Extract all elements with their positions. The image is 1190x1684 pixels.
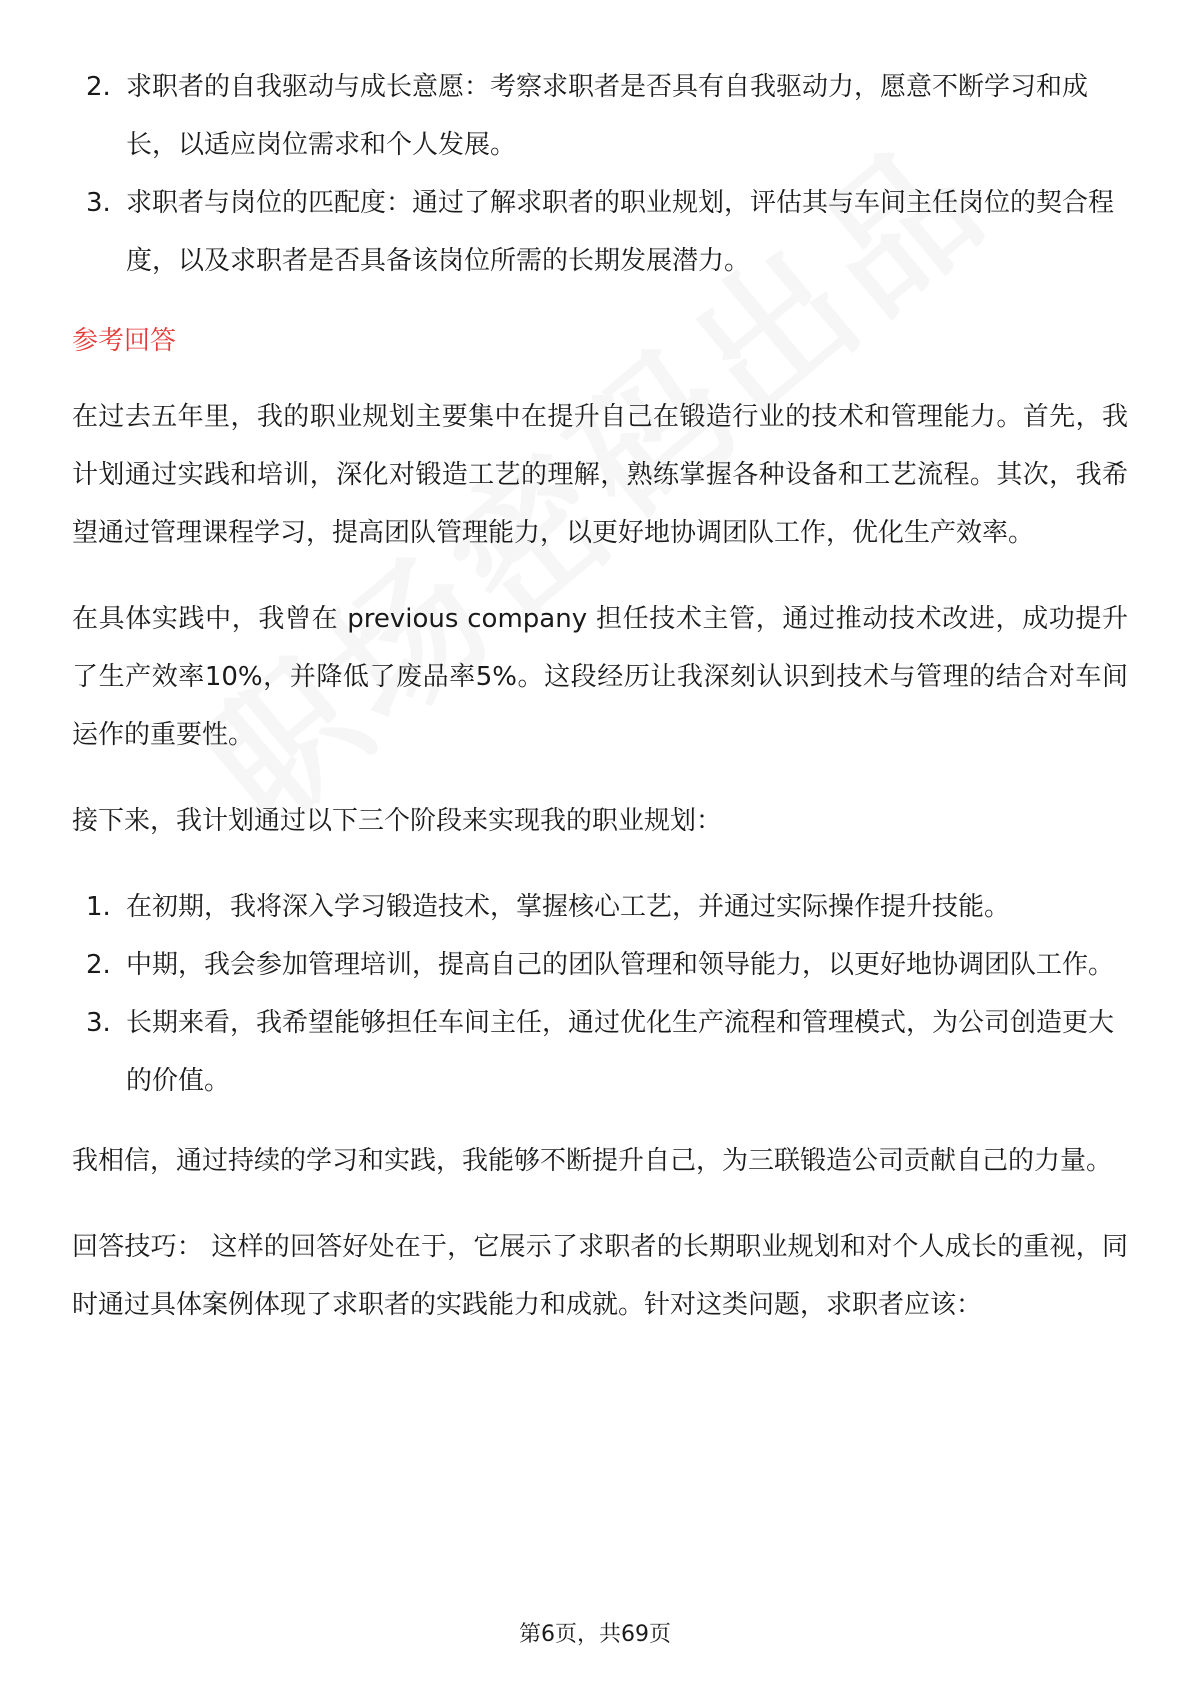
list-item [72, 878, 1128, 936]
list-item-text: 在初期，我将深入学习锻造技术，掌握核心工艺，并通过实际操作提升技能。 [126, 892, 1011, 922]
list-item-text: 求职者的自我驱动与成长意愿：考察求职者是否具有自我驱动力，愿意不断学习和成长，以适应岗位需求和个人发展。 [126, 72, 1089, 160]
paragraph: 在过去五年里，我的职业规划主要集中在提升自己在锻造行业的技术和管理能力。首先，我计划通过实践和培训，深化对锻造工艺的理解，熟练掌握各种设备和工艺流程。其次，我希望通过管理课程学习，提高团队管理能力，以更好地协调团队工作，优化生产效率。 [72, 402, 1128, 548]
paragraph: 在具体实践中，我曾在 previous company 担任技术主管，通过推动技术改进，成功提升了生产效率10%，并降低了废品率5%。这段经历让我深刻认识到技术与管理的结合对车间运作的重要性。 [72, 604, 1128, 750]
page-content [72, 58, 1128, 1362]
section-title-reference-answer: 参考回答 [72, 326, 177, 356]
list-item-number: 1. [86, 892, 111, 922]
list-item-text: 中期，我会参加管理培训，提高自己的团队管理和领导能力，以更好地协调团队工作。 [126, 950, 1115, 980]
paragraph: 我相信，通过持续的学习和实践，我能够不断提升自己，为三联锻造公司贡献自己的力量。 [72, 1146, 1113, 1176]
list-item [72, 174, 1128, 290]
list-item [72, 994, 1128, 1110]
evaluation-points-list [72, 58, 1128, 290]
page-number-footer: 第6页，共69页 [519, 1622, 671, 1647]
list-item-number: 2. [86, 72, 111, 102]
list-item [72, 936, 1128, 994]
list-item-number: 3. [86, 1008, 111, 1038]
list-item [72, 58, 1128, 174]
list-item-text: 长期来看，我希望能够担任车间主任，通过优化生产流程和管理模式，为公司创造更大的价值。 [126, 1008, 1115, 1096]
stages-list [72, 878, 1128, 1110]
list-item-number: 3. [86, 188, 111, 218]
paragraph: 接下来，我计划通过以下三个阶段来实现我的职业规划： [72, 806, 723, 836]
list-item-number: 2. [86, 950, 111, 980]
list-item-text: 求职者与岗位的匹配度：通过了解求职者的职业规划，评估其与车间主任岗位的契合程度，以及求职者是否具备该岗位所需的长期发展潜力。 [126, 188, 1115, 276]
answer-tips-paragraph: 回答技巧： 这样的回答好处在于，它展示了求职者的长期职业规划和对个人成长的重视，同时通过具体案例体现了求职者的实践能力和成就。针对这类问题，求职者应该： [72, 1232, 1128, 1320]
